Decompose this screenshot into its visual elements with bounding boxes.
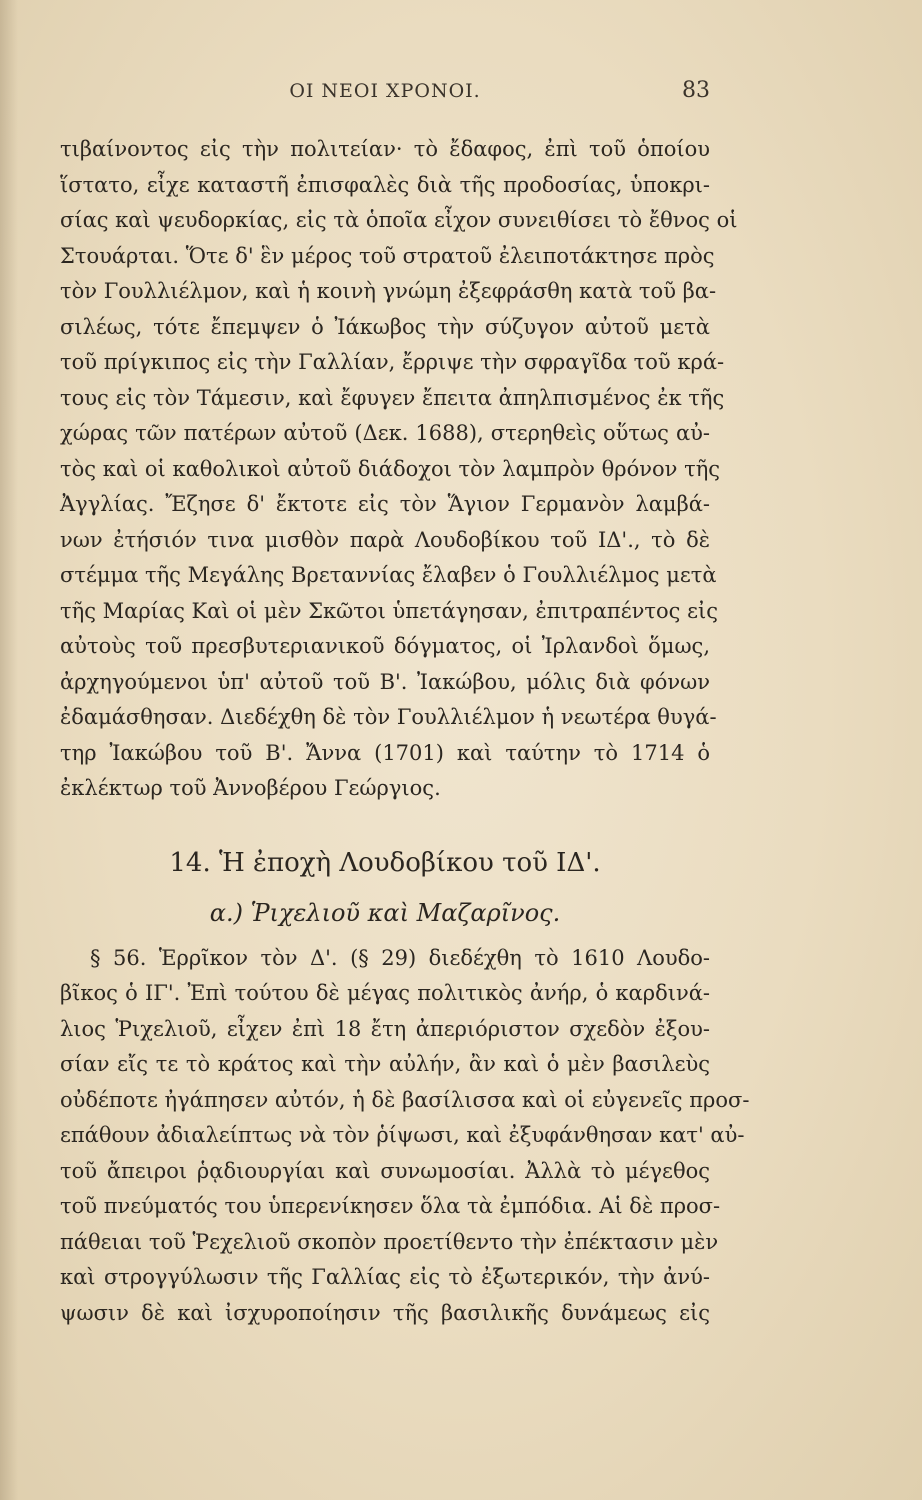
text-line: τηρ Ἰακώβου τοῦ Β'. Ἄννα (1701) καὶ ταύτην τὸ 1714 ὁ xyxy=(60,740,710,765)
text-line: νων ἐτήσιόν τινα μισθὸν παρὰ Λουδοβίκου τοῦ ΙΔ'., τὸ δὲ xyxy=(60,527,710,552)
text-line: στέμμα τῆς Μεγάλης Βρεταννίας ἔλαβεν ὁ Γουλλιέλμος μετὰ xyxy=(60,563,717,587)
text-line: ἐδαμάσθησαν. Διεδέχθη δὲ τὸν Γουλλιέλμον ἡ νεωτέρα θυγά- xyxy=(60,705,717,729)
text-line: τὸς καὶ οἱ καθολικοὶ αὐτοῦ διάδοχοι τὸν λαμπρὸν θρόνον τῆς xyxy=(60,456,721,481)
text-line: επάθουν ἀδιαλείπτως νὰ τὸν ῥίψωσι, καὶ ἐξυφάνθησαν κατ' αὐ- xyxy=(60,1123,745,1147)
body-text xyxy=(60,132,750,1331)
text-line: ἐκλέκτωρ τοῦ Ἀννοβέρου Γεώργιος. xyxy=(60,776,441,800)
paragraph-1 xyxy=(60,132,738,807)
text-line: Ἀγγλίας. Ἔζησε δ' ἔκτοτε εἰς τὸν Ἅγιον Γερμανὸν λαμβά- xyxy=(60,492,710,516)
text-line: σιλέως, τότε ἔπεμψεν ὁ Ἰάκωβος τὴν σύζυγον αὐτοῦ μετὰ xyxy=(60,314,710,339)
text-line: ἵστατο, εἶχε καταστῆ ἐπισφαλὲς διὰ τῆς προδοσίας, ὑποκρι- xyxy=(60,172,710,197)
running-title: ΟΙ ΝΕΟΙ ΧΡΟΝΟΙ. xyxy=(289,80,481,102)
text-line: § 56. Ἑρρῖκον τὸν Δ'. (§ 29) διεδέχθη τὸ 1610 Λουδο- xyxy=(90,945,710,970)
page-header xyxy=(60,80,710,114)
paragraph-2 xyxy=(60,941,750,1332)
text-line: Στουάρται. Ὅτε δ' ἓν μέρος τοῦ στρατοῦ ἐλειποτάκτησε πρὸς xyxy=(60,243,715,268)
text-line: τοῦ πνεύματός του ὑπερενίκησεν ὅλα τὰ ἐμπόδια. Αἱ δὲ προσ- xyxy=(60,1194,721,1218)
text-line: οὐδέποτε ἠγάπησεν αὐτόν, ἡ δὲ βασίλισσα καὶ οἱ εὐγενεῖς προσ- xyxy=(60,1087,750,1112)
text-line: τιβαίνοντος εἰς τὴν πολιτείαν· τὸ ἔδαφος, ἐπὶ τοῦ ὁποίου xyxy=(60,137,710,161)
text-line: τους εἰς τὸν Τάμεσιν, καὶ ἔφυγεν ἔπειτα ἀπηλπισμένος ἐκ τῆς xyxy=(60,385,725,410)
text-line: χώρας τῶν πατέρων αὐτοῦ (Δεκ. 1688), στερηθεὶς οὕτως αὐ- xyxy=(60,421,710,445)
text-line: βῖκος ὁ ΙΓ'. Ἐπὶ τούτου δὲ μέγας πολιτικὸς ἀνήρ, ὁ καρδινά- xyxy=(60,981,710,1005)
text-line: καὶ στρογγύλωσιν τῆς Γαλλίας εἰς τὸ ἐξωτερικόν, τὴν ἀνύ- xyxy=(60,1265,710,1289)
spacer xyxy=(60,807,710,841)
text-line: τῆς Μαρίας Καὶ οἱ μὲν Σκῶτοι ὑπετάγησαν, ἐπιτραπέντος εἰς xyxy=(60,598,718,623)
text-line: ἀρχηγούμενοι ὑπ' αὐτοῦ τοῦ Β'. Ἰακώβου, μόλις διὰ φόνων xyxy=(60,669,710,694)
text-line: σίαν εἴς τε τὸ κράτος καὶ τὴν αὐλήν, ἂν καὶ ὁ μὲν βασιλεὺς xyxy=(60,1052,710,1076)
text-line: ψωσιν δὲ καὶ ἰσχυροποίησιν τῆς βασιλικῆς δυνάμεως εἰς xyxy=(60,1300,710,1325)
text-line: τὸν Γουλλιέλμον, καὶ ἡ κοινὴ γνώμη ἐξεφράσθη κατὰ τοῦ βα- xyxy=(60,279,717,303)
page-edge-shadow xyxy=(0,0,18,1500)
section-heading: 14. Ἡ ἐποχὴ Λουδοβίκου τοῦ ΙΔ'. xyxy=(169,847,601,878)
text-line: πάθειαι τοῦ Ῥεχελιοῦ σκοπὸν προετίθεντο τὴν ἐπέκτασιν μὲν xyxy=(60,1229,719,1254)
text-line: τοῦ ἄπειροι ῥᾳδιουργίαι καὶ συνωμοσίαι. Ἀλλὰ τὸ μέγεθος xyxy=(60,1158,710,1183)
text-line: λιος Ῥιχελιοῦ, εἶχεν ἐπὶ 18 ἔτη ἀπεριόριστον σχεδὸν ἐξου- xyxy=(60,1016,710,1041)
text-line: τοῦ πρίγκιπος εἰς τὴν Γαλλίαν, ἔρριψε τὴν σφραγῖδα τοῦ κρά- xyxy=(60,350,725,374)
text-line: αὐτοὺς τοῦ πρεσβυτεριανικοῦ δόγματος, οἱ Ἰρλανδοὶ ὅμως, xyxy=(60,634,710,658)
text-line: σίας καὶ ψευδορκίας, εἰς τὰ ὁποῖα εἶχον συνειθίσει τὸ ἔθνος οἱ xyxy=(60,208,738,232)
subsection-heading: α.) Ῥιχελιοῦ καὶ Μαζαρῖνος. xyxy=(209,898,561,927)
page-number: 83 xyxy=(682,78,710,103)
